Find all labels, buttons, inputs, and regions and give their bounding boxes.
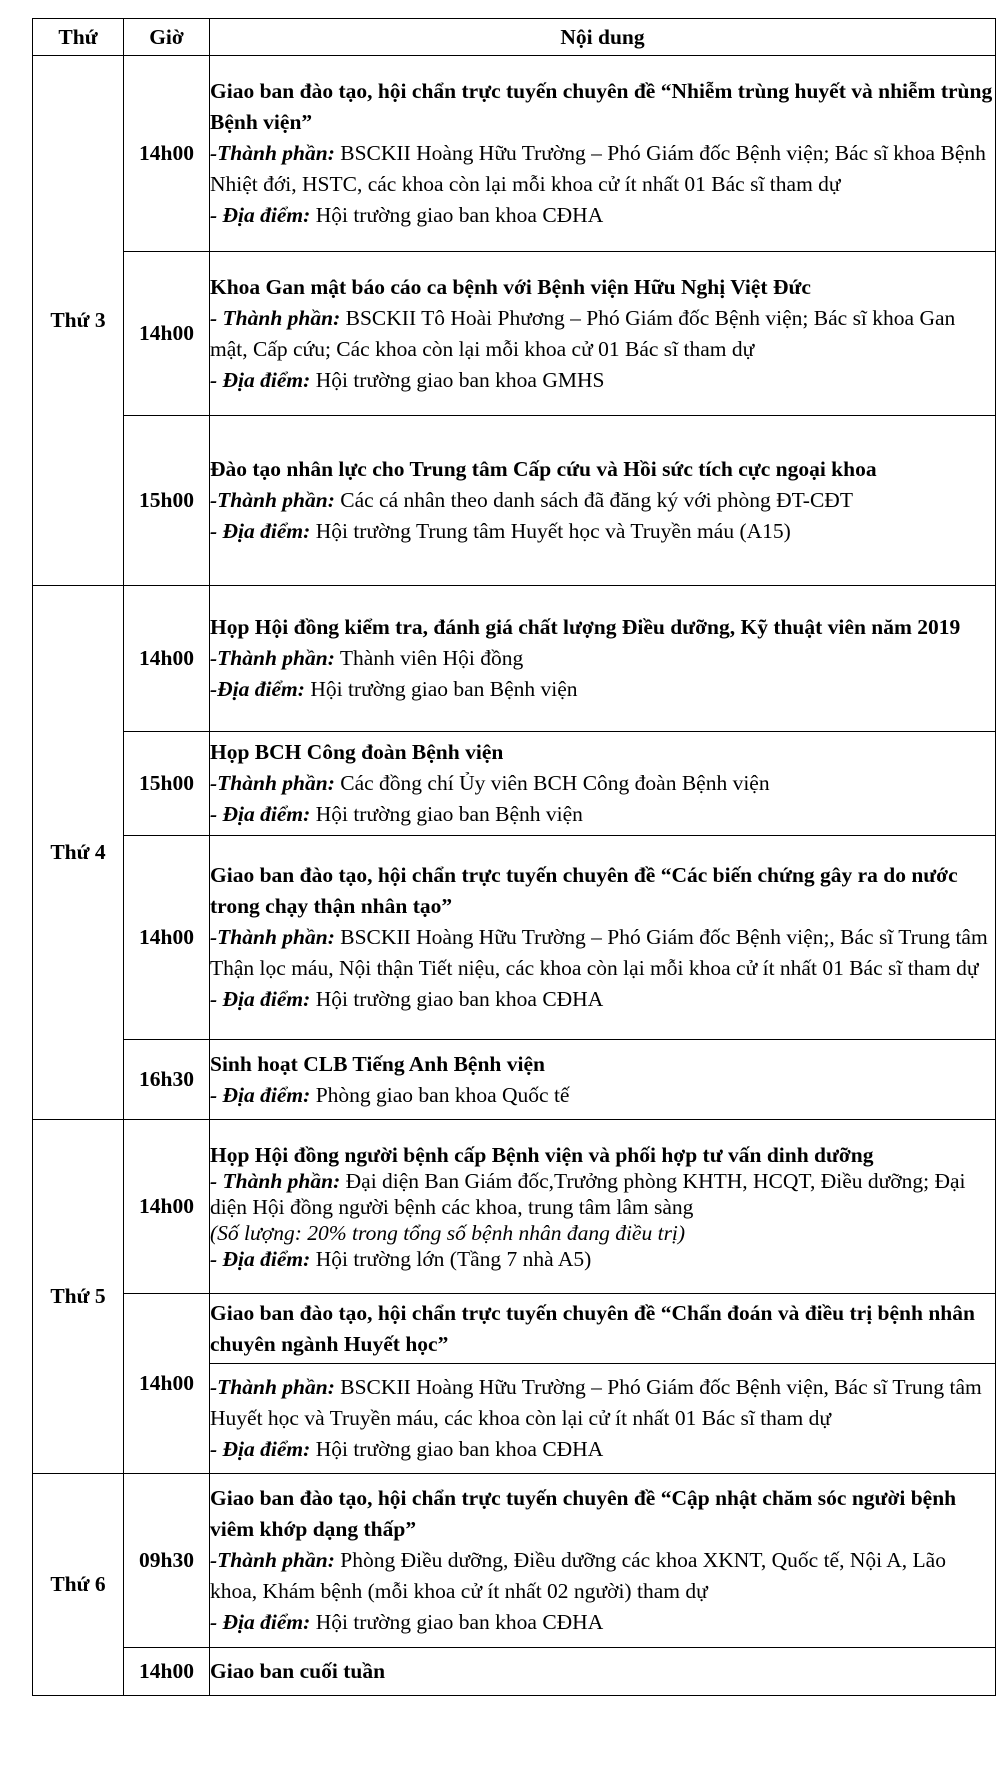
event-title: Giao ban đào tạo, hội chẩn trực tuyến chuyên đề “Các biến chứng gây ra do nước trong chạy thận nhân tạo” — [210, 863, 958, 918]
event-participants: BSCKII Hoàng Hữu Trường – Phó Giám đốc Bệnh viện, Bác sĩ Trung tâm Huyết học và Truyền máu, các khoa còn lại cử ít nhất 01 Bác sĩ tham dự — [210, 1375, 982, 1430]
table-row — [33, 1120, 996, 1294]
event-title: Đào tạo nhân lực cho Trung tâm Cấp cứu và Hồi sức tích cực ngoại khoa — [210, 457, 877, 481]
day-cell: Thứ 3 — [33, 56, 124, 586]
event-content — [210, 252, 996, 416]
event-participants: BSCKII Tô Hoài Phương – Phó Giám đốc Bệnh viện; Bác sĩ khoa Gan mật, Cấp cứu; Các khoa còn lại mỗi khoa cử 01 Bác sĩ tham dự — [210, 305, 956, 361]
event-title: Họp Hội đồng người bệnh cấp Bệnh viện và phối hợp tư vấn dinh dưỡng — [210, 1142, 874, 1167]
event-location: Hội trường giao ban Bệnh viện — [310, 677, 578, 701]
location-label: - Địa điểm: — [210, 367, 311, 392]
location-label: -Địa điểm: — [210, 677, 305, 701]
time-cell: 14h00 — [124, 1120, 210, 1294]
event-location: Hội trường giao ban khoa CĐHA — [315, 203, 604, 227]
event-title: Giao ban đào tạo, hội chẩn trực tuyến chuyên đề “Cập nhật chăm sóc người bệnh viêm khớp dạng thấp” — [210, 1486, 957, 1541]
event-location: Hội trường giao ban Bệnh viện — [315, 802, 583, 826]
event-title: Khoa Gan mật báo cáo ca bệnh với Bệnh viện Hữu Nghị Việt Đức — [210, 274, 811, 299]
location-label: - Địa điểm: — [210, 203, 311, 227]
location-label: - Địa điểm: — [210, 1082, 311, 1107]
location-label: - Địa điểm: — [210, 1246, 311, 1271]
table-row — [33, 586, 996, 732]
time-cell: 14h00 — [124, 252, 210, 416]
event-content — [210, 56, 996, 252]
event-title: Sinh hoạt CLB Tiếng Anh Bệnh viện — [210, 1051, 545, 1076]
event-content — [210, 1120, 996, 1294]
time-cell: 15h00 — [124, 732, 210, 836]
day-cell: Thứ 6 — [33, 1474, 124, 1696]
time-cell: 14h00 — [124, 1648, 210, 1696]
table-row — [33, 836, 996, 1040]
time-cell: 09h30 — [124, 1474, 210, 1648]
participants-label: -Thành phần: — [210, 488, 335, 512]
event-title: Giao ban cuối tuần — [210, 1659, 386, 1683]
event-content — [210, 1040, 996, 1120]
participants-label: -Thành phần: — [210, 646, 335, 670]
location-label: - Địa điểm: — [210, 987, 311, 1011]
event-participants: Các đồng chí Ủy viên BCH Công đoàn Bệnh viện — [340, 771, 770, 795]
event-title: Giao ban đào tạo, hội chẩn trực tuyến chuyên đề “Chẩn đoán và điều trị bệnh nhân chuyên ngành Huyết học” — [210, 1300, 975, 1356]
time-cell: 14h00 — [124, 56, 210, 252]
event-participants: Thành viên Hội đồng — [339, 646, 524, 670]
event-note: (Số lượng: 20% trong tổng số bệnh nhân đang điều trị) — [210, 1220, 686, 1245]
event-participants: Các cá nhân theo danh sách đã đăng ký với phòng ĐT-CĐT — [340, 488, 853, 512]
participants-label: - Thành phần: — [210, 1168, 341, 1193]
participants-label: -Thành phần: — [210, 1548, 335, 1572]
event-participants: Phòng Điều dưỡng, Điều dưỡng các khoa XKNT, Quốc tế, Nội A, Lão khoa, Khám bệnh (mỗi khoa cử ít nhất 02 người) tham dự — [210, 1548, 946, 1603]
table-row — [33, 56, 996, 252]
header-day: Thứ — [33, 19, 124, 56]
table-row — [33, 1294, 996, 1364]
event-content — [210, 416, 996, 586]
location-label: - Địa điểm: — [210, 1610, 311, 1634]
participants-label: -Thành phần: — [210, 771, 335, 795]
event-location: Hội trường giao ban khoa CĐHA — [315, 1610, 604, 1634]
day-cell: Thứ 4 — [33, 586, 124, 1120]
event-participants: BSCKII Hoàng Hữu Trường – Phó Giám đốc Bệnh viện;, Bác sĩ Trung tâm Thận lọc máu, Nội thận Tiết niệu, các khoa còn lại mỗi khoa cử ít nhất 01 Bác sĩ tham dự — [210, 925, 988, 980]
time-cell: 15h00 — [124, 416, 210, 586]
event-location: Hội trường Trung tâm Huyết học và Truyền máu (A15) — [315, 519, 791, 543]
event-location: Hội trường lớn (Tầng 7 nhà A5) — [315, 1246, 592, 1271]
time-cell: 14h00 — [124, 586, 210, 732]
event-title: Họp Hội đồng kiểm tra, đánh giá chất lượng Điều dưỡng, Kỹ thuật viên năm 2019 — [210, 615, 961, 639]
day-cell: Thứ 5 — [33, 1120, 124, 1474]
participants-label: -Thành phần: — [210, 925, 335, 949]
header-time: Giờ — [124, 19, 210, 56]
time-cell: 14h00 — [124, 836, 210, 1040]
event-content — [210, 1294, 996, 1364]
location-label: - Địa điểm: — [210, 1437, 311, 1461]
event-content — [210, 732, 996, 836]
participants-label: - Thành phần: — [210, 305, 341, 330]
table-row — [33, 416, 996, 586]
event-content — [210, 836, 996, 1040]
time-cell: 16h30 — [124, 1040, 210, 1120]
location-label: - Địa điểm: — [210, 802, 311, 826]
table-row — [33, 252, 996, 416]
time-cell: 14h00 — [124, 1294, 210, 1474]
table-row — [33, 1040, 996, 1120]
event-location: Hội trường giao ban khoa CĐHA — [315, 987, 604, 1011]
participants-label: -Thành phần: — [210, 141, 335, 165]
event-participants: Đại diện Ban Giám đốc,Trưởng phòng KHTH, HCQT, Điều dưỡng; Đại diện Hội đồng người bệnh các khoa, trung tâm lâm sàng — [210, 1168, 966, 1219]
event-content — [210, 1474, 996, 1648]
table-row — [33, 732, 996, 836]
schedule-table — [32, 18, 996, 1696]
event-title: Giao ban đào tạo, hội chẩn trực tuyến chuyên đề “Nhiễm trùng huyết và nhiễm trùng Bệnh viện” — [210, 79, 993, 134]
location-label: - Địa điểm: — [210, 519, 311, 543]
header-row — [33, 19, 996, 56]
header-content: Nội dung — [210, 19, 996, 56]
event-location: Hội trường giao ban khoa GMHS — [315, 367, 605, 392]
event-details — [210, 1364, 996, 1474]
event-content — [210, 586, 996, 732]
event-location: Hội trường giao ban khoa CĐHA — [315, 1437, 604, 1461]
event-content — [210, 1648, 996, 1696]
participants-label: -Thành phần: — [210, 1375, 335, 1399]
event-location: Phòng giao ban khoa Quốc tế — [315, 1082, 570, 1107]
table-row — [33, 1474, 996, 1648]
table-row — [33, 1648, 996, 1696]
event-title: Họp BCH Công đoàn Bệnh viện — [210, 740, 504, 764]
event-participants: BSCKII Hoàng Hữu Trường – Phó Giám đốc Bệnh viện; Bác sĩ khoa Bệnh Nhiệt đới, HSTC, các khoa còn lại mỗi khoa cử ít nhất 01 Bác sĩ tham dự — [210, 141, 986, 196]
